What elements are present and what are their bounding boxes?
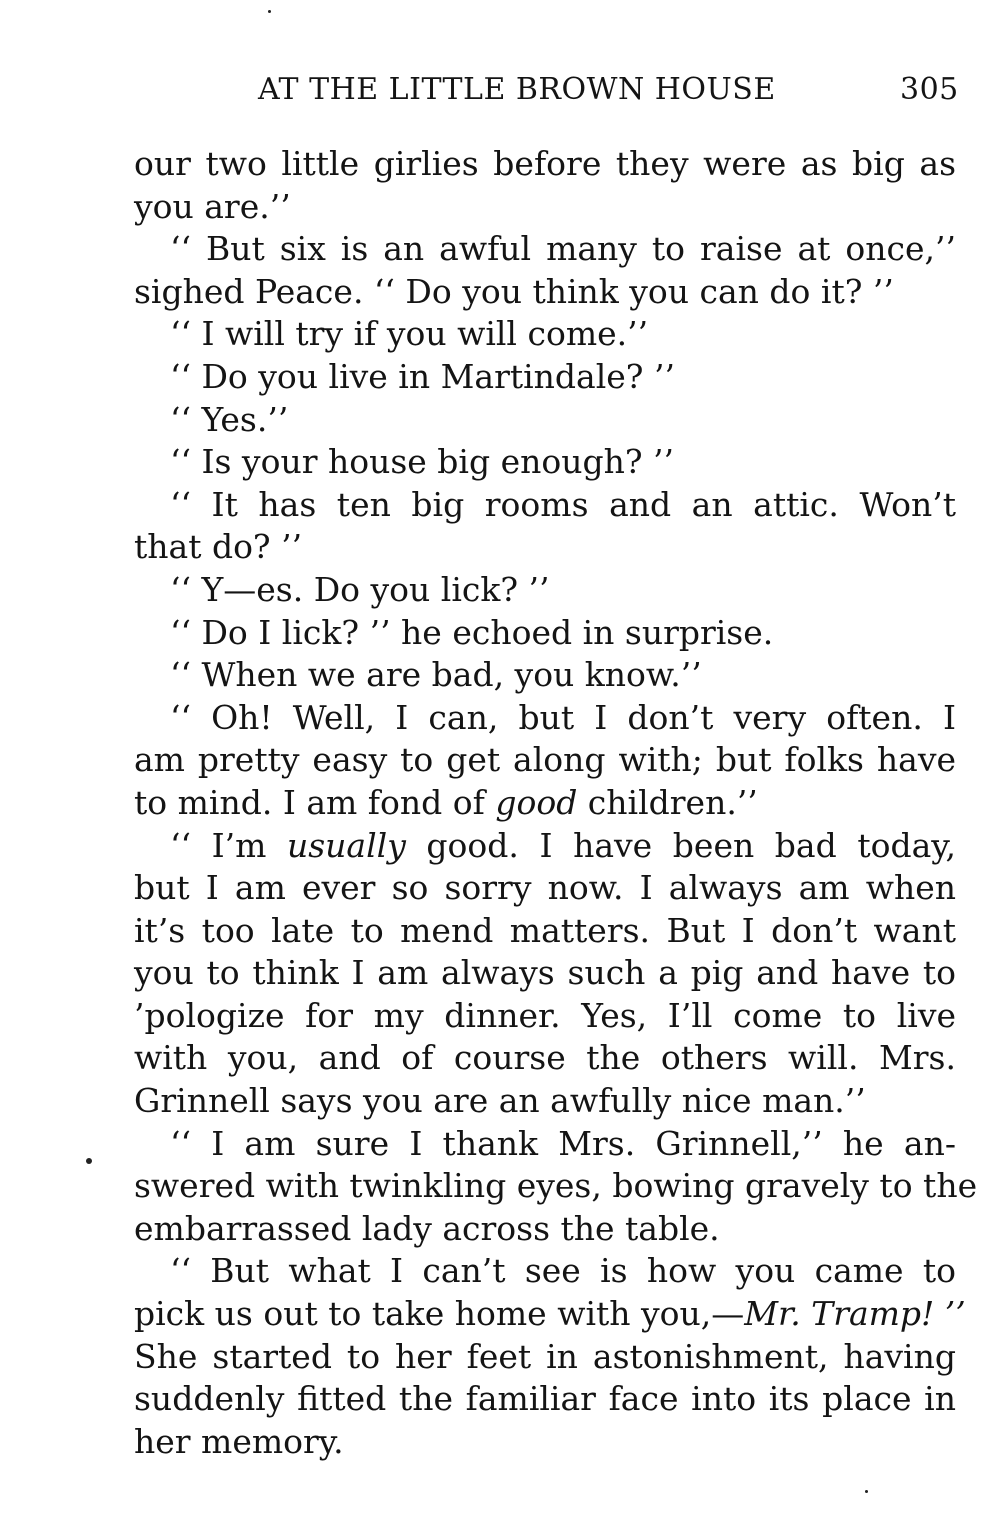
text-line: you are.’’ <box>134 186 291 226</box>
text-line: Grinnell says you are an awfully nice man.’’ <box>134 1081 866 1121</box>
text-line: ‘‘ Do I lick? ’’ he echoed in surprise. <box>170 612 774 652</box>
text-line <box>134 1293 966 1336</box>
text-line <box>134 782 956 825</box>
text-line <box>134 825 956 868</box>
body-text <box>134 143 978 1463</box>
running-title: AT THE LITTLE BROWN HOUSE <box>258 72 776 107</box>
text-run: children.’’ <box>577 782 758 822</box>
text-line: swered with twinkling eyes, bowing gravely to the <box>134 1166 978 1206</box>
text-line: ’pologize for my dinner. Yes, I’ll come to live <box>134 995 956 1035</box>
italic-run: Mr. Tramp! ’’ <box>744 1294 966 1334</box>
print-speck <box>268 10 271 13</box>
text-line: that do? ’’ <box>134 527 303 567</box>
text-line: embarrassed lady across the table. <box>134 1208 720 1248</box>
text-line: ‘‘ When we are bad, you know.’’ <box>170 655 702 695</box>
text-line: our two little girlies before they were as big as <box>134 144 956 183</box>
text-line: her memory. <box>134 1421 344 1461</box>
text-line: She started to her feet in astonishment, having <box>134 1336 956 1376</box>
text-line: ‘‘ Is your house big enough? ’’ <box>170 442 675 482</box>
text-run: to mind. I am fond of <box>134 782 496 822</box>
text-line: ‘‘ But six is an awful many to raise at once,’’ <box>170 229 956 269</box>
text-line: ‘‘ Y—es. Do you lick? ’’ <box>170 569 550 609</box>
running-head <box>258 72 958 112</box>
text-run: pick us out to take home with you,— <box>134 1294 745 1334</box>
print-speck <box>865 1490 868 1493</box>
text-line: ‘‘ But what I can’t see is how you came to <box>170 1251 956 1291</box>
text-line: you to think I am always such a pig and have to <box>134 953 956 993</box>
text-line: ‘‘ It has ten big rooms and an attic. Won’t <box>170 484 956 524</box>
text-line: sighed Peace. ‘‘ Do you think you can do it? ’’ <box>134 271 894 311</box>
text-line: with you, and of course the others will. Mrs. <box>134 1038 956 1078</box>
text-line: ‘‘ Yes.’’ <box>170 399 289 439</box>
text-line: it’s too late to mend matters. But I don’t want <box>134 910 956 950</box>
text-line: ‘‘ I will try if you will come.’’ <box>170 314 649 354</box>
text-line: suddenly fitted the familiar face into its place in <box>134 1379 956 1419</box>
text-line: but I am ever so sorry now. I always am when <box>134 868 956 908</box>
text-run: ‘‘ I’m <box>170 825 287 865</box>
text-line: ‘‘ Do you live in Martindale? ’’ <box>170 356 675 396</box>
text-line: ‘‘ Oh! Well, I can, but I don’t very often. I <box>170 697 956 737</box>
text-line: am pretty easy to get along with; but folks have <box>134 740 956 780</box>
italic-run: good <box>495 782 578 822</box>
print-speck <box>86 1158 92 1164</box>
text-line: ‘‘ I am sure I thank Mrs. Grinnell,’’ he an- <box>170 1123 956 1163</box>
page-number: 305 <box>900 72 959 107</box>
text-run: good. I have been bad today, <box>405 825 956 865</box>
italic-run: usually <box>286 825 406 865</box>
